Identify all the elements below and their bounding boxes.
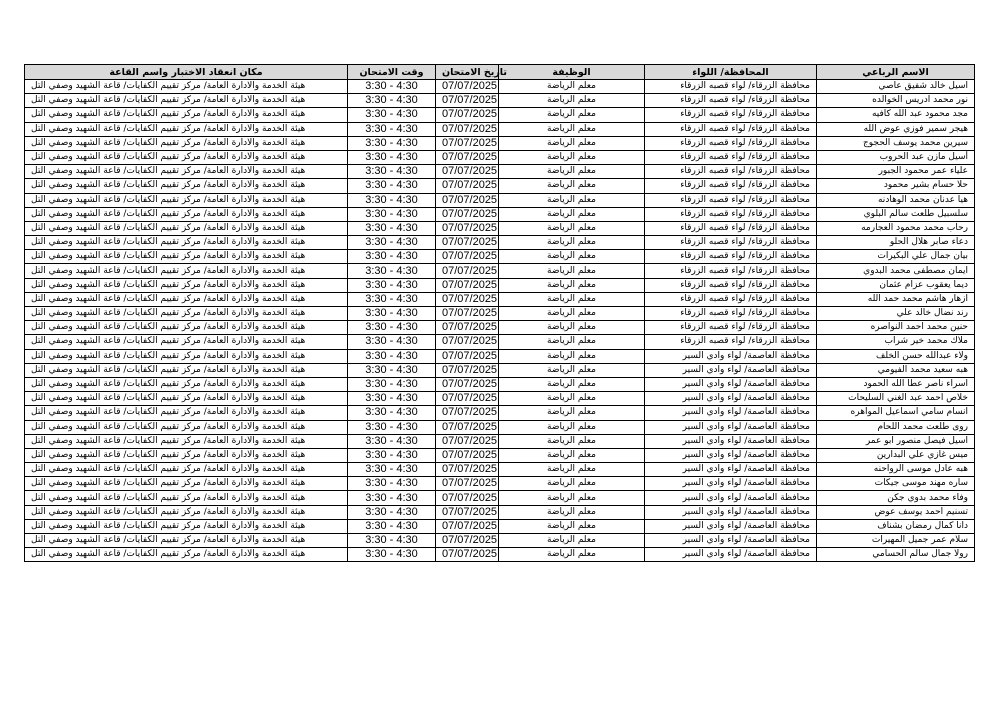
table-row	[25, 292, 975, 306]
cell-governorate: محافظة العاصمة/ لواء وادي السير	[645, 519, 817, 533]
cell-job: معلم الرياضة	[499, 122, 645, 136]
table-row	[25, 548, 975, 562]
table-row	[25, 278, 975, 292]
cell-governorate: محافظة الزرقاء/ لواء قصبه الزرقاء	[645, 193, 817, 207]
cell-name: هيا عدنان محمد الوهادنه	[817, 193, 975, 207]
cell-place: هيئة الخدمة والادارة العامة/ مركز تقييم الكفايات/ قاعة الشهيد وصفي التل	[25, 94, 348, 108]
cell-job: معلم الرياضة	[499, 250, 645, 264]
cell-name: هيجر سمير فوزي عوض الله	[817, 122, 975, 136]
cell-governorate: محافظة العاصمة/ لواء وادي السير	[645, 477, 817, 491]
cell-name: ملاك محمد خير شراب	[817, 335, 975, 349]
table-row	[25, 335, 975, 349]
cell-governorate: محافظة الزرقاء/ لواء قصبه الزرقاء	[645, 335, 817, 349]
cell-time: 3:30 - 4:30	[348, 463, 436, 477]
cell-job: معلم الرياضة	[499, 491, 645, 505]
cell-place: هيئة الخدمة والادارة العامة/ مركز تقييم الكفايات/ قاعة الشهيد وصفي التل	[25, 392, 348, 406]
cell-place: هيئة الخدمة والادارة العامة/ مركز تقييم الكفايات/ قاعة الشهيد وصفي التل	[25, 264, 348, 278]
cell-time: 3:30 - 4:30	[348, 349, 436, 363]
header-row	[25, 65, 975, 80]
table-row	[25, 264, 975, 278]
cell-place: هيئة الخدمة والادارة العامة/ مركز تقييم الكفايات/ قاعة الشهيد وصفي التل	[25, 250, 348, 264]
cell-place: هيئة الخدمة والادارة العامة/ مركز تقييم الكفايات/ قاعة الشهيد وصفي التل	[25, 448, 348, 462]
cell-name: أسيل مازن عبد الحروب	[817, 150, 975, 164]
cell-name: روى طلعت محمد اللحام	[817, 420, 975, 434]
cell-governorate: محافظة العاصمة/ لواء وادي السير	[645, 491, 817, 505]
cell-time: 3:30 - 4:30	[348, 80, 436, 94]
table-row	[25, 108, 975, 122]
cell-job: معلم الرياضة	[499, 193, 645, 207]
cell-place: هيئة الخدمة والادارة العامة/ مركز تقييم الكفايات/ قاعة الشهيد وصفي التل	[25, 307, 348, 321]
cell-time: 3:30 - 4:30	[348, 505, 436, 519]
header-governorate: المحافظة/ اللواء	[645, 65, 817, 80]
cell-job: معلم الرياضة	[499, 94, 645, 108]
table-row	[25, 150, 975, 164]
header-time: وقت الامتحان	[348, 65, 436, 80]
cell-name: سلسبيل طلعت سالم البلوي	[817, 207, 975, 221]
cell-date: 07/07/2025	[436, 463, 499, 477]
cell-name: وفاء محمد بدوي جكن	[817, 491, 975, 505]
cell-time: 3:30 - 4:30	[348, 406, 436, 420]
cell-time: 3:30 - 4:30	[348, 434, 436, 448]
cell-name: ميس غازي علي البدارين	[817, 448, 975, 462]
cell-job: معلم الرياضة	[499, 335, 645, 349]
cell-date: 07/07/2025	[436, 477, 499, 491]
cell-date: 07/07/2025	[436, 236, 499, 250]
cell-date: 07/07/2025	[436, 491, 499, 505]
cell-governorate: محافظة الزرقاء/ لواء قصبه الزرقاء	[645, 94, 817, 108]
cell-governorate: محافظة العاصمة/ لواء وادي السير	[645, 349, 817, 363]
cell-date: 07/07/2025	[436, 292, 499, 306]
cell-name: مجد محمود عبد الله كافيه	[817, 108, 975, 122]
cell-time: 3:30 - 4:30	[348, 150, 436, 164]
cell-date: 07/07/2025	[436, 548, 499, 562]
table-row	[25, 250, 975, 264]
cell-date: 07/07/2025	[436, 434, 499, 448]
table-row	[25, 420, 975, 434]
cell-date: 07/07/2025	[436, 448, 499, 462]
cell-governorate: محافظة الزرقاء/ لواء قصبه الزرقاء	[645, 292, 817, 306]
cell-governorate: محافظة العاصمة/ لواء وادي السير	[645, 505, 817, 519]
cell-governorate: محافظة الزرقاء/ لواء قصبه الزرقاء	[645, 80, 817, 94]
cell-date: 07/07/2025	[436, 349, 499, 363]
cell-time: 3:30 - 4:30	[348, 519, 436, 533]
cell-governorate: محافظة الزرقاء/ لواء قصبه الزرقاء	[645, 122, 817, 136]
cell-job: معلم الرياضة	[499, 221, 645, 235]
cell-place: هيئة الخدمة والادارة العامة/ مركز تقييم الكفايات/ قاعة الشهيد وصفي التل	[25, 477, 348, 491]
cell-governorate: محافظة الزرقاء/ لواء قصبه الزرقاء	[645, 207, 817, 221]
cell-governorate: محافظة الزرقاء/ لواء قصبه الزرقاء	[645, 250, 817, 264]
cell-name: دانا كمال رمضان بشناف	[817, 519, 975, 533]
cell-job: معلم الرياضة	[499, 278, 645, 292]
header-place: مكان انعقاد الاختبار واسم القاعة	[25, 65, 348, 80]
table-row	[25, 321, 975, 335]
cell-place: هيئة الخدمة والادارة العامة/ مركز تقييم الكفايات/ قاعة الشهيد وصفي التل	[25, 236, 348, 250]
cell-name: خلاص احمد عبد الغني السليحات	[817, 392, 975, 406]
cell-time: 3:30 - 4:30	[348, 448, 436, 462]
cell-date: 07/07/2025	[436, 519, 499, 533]
header-date: تاريخ الامتحان	[436, 65, 499, 80]
cell-date: 07/07/2025	[436, 207, 499, 221]
cell-time: 3:30 - 4:30	[348, 250, 436, 264]
cell-time: 3:30 - 4:30	[348, 491, 436, 505]
cell-job: معلم الرياضة	[499, 377, 645, 391]
cell-governorate: محافظة الزرقاء/ لواء قصبه الزرقاء	[645, 221, 817, 235]
cell-time: 3:30 - 4:30	[348, 94, 436, 108]
cell-place: هيئة الخدمة والادارة العامة/ مركز تقييم الكفايات/ قاعة الشهيد وصفي التل	[25, 165, 348, 179]
cell-place: هيئة الخدمة والادارة العامة/ مركز تقييم الكفايات/ قاعة الشهيد وصفي التل	[25, 434, 348, 448]
cell-place: هيئة الخدمة والادارة العامة/ مركز تقييم الكفايات/ قاعة الشهيد وصفي التل	[25, 136, 348, 150]
header-name: الاسم الرباعي	[817, 65, 975, 80]
cell-job: معلم الرياضة	[499, 321, 645, 335]
cell-time: 3:30 - 4:30	[348, 335, 436, 349]
cell-job: معلم الرياضة	[499, 548, 645, 562]
table-row	[25, 477, 975, 491]
table-row	[25, 193, 975, 207]
table-row	[25, 349, 975, 363]
cell-time: 3:30 - 4:30	[348, 534, 436, 548]
cell-time: 3:30 - 4:30	[348, 420, 436, 434]
cell-time: 3:30 - 4:30	[348, 278, 436, 292]
cell-time: 3:30 - 4:30	[348, 548, 436, 562]
cell-place: هيئة الخدمة والادارة العامة/ مركز تقييم الكفايات/ قاعة الشهيد وصفي التل	[25, 221, 348, 235]
cell-date: 07/07/2025	[436, 193, 499, 207]
cell-job: معلم الرياضة	[499, 363, 645, 377]
cell-job: معلم الرياضة	[499, 392, 645, 406]
cell-date: 07/07/2025	[436, 94, 499, 108]
cell-name: اسراء ناصر عطا الله الحمود	[817, 377, 975, 391]
cell-name: سلام عمر جميل المهيرات	[817, 534, 975, 548]
cell-place: هيئة الخدمة والادارة العامة/ مركز تقييم الكفايات/ قاعة الشهيد وصفي التل	[25, 150, 348, 164]
table-row	[25, 165, 975, 179]
table-row	[25, 463, 975, 477]
table-row	[25, 363, 975, 377]
cell-governorate: محافظة الزرقاء/ لواء قصبه الزرقاء	[645, 179, 817, 193]
cell-date: 07/07/2025	[436, 363, 499, 377]
cell-time: 3:30 - 4:30	[348, 264, 436, 278]
cell-governorate: محافظة العاصمة/ لواء وادي السير	[645, 406, 817, 420]
cell-name: اسيل فيصل منصور ابو عمر	[817, 434, 975, 448]
cell-name: علياء عمر محمود الجبور	[817, 165, 975, 179]
cell-governorate: محافظة العاصمة/ لواء وادي السير	[645, 463, 817, 477]
cell-time: 3:30 - 4:30	[348, 292, 436, 306]
cell-time: 3:30 - 4:30	[348, 377, 436, 391]
table-row	[25, 207, 975, 221]
table-row	[25, 221, 975, 235]
cell-time: 3:30 - 4:30	[348, 165, 436, 179]
cell-date: 07/07/2025	[436, 377, 499, 391]
cell-date: 07/07/2025	[436, 264, 499, 278]
cell-date: 07/07/2025	[436, 108, 499, 122]
cell-name: رحاب محمد محمود العجارمه	[817, 221, 975, 235]
cell-name: تسنيم احمد يوسف عوض	[817, 505, 975, 519]
cell-time: 3:30 - 4:30	[348, 307, 436, 321]
cell-place: هيئة الخدمة والادارة العامة/ مركز تقييم الكفايات/ قاعة الشهيد وصفي التل	[25, 377, 348, 391]
cell-job: معلم الرياضة	[499, 150, 645, 164]
table-row	[25, 94, 975, 108]
cell-place: هيئة الخدمة والادارة العامة/ مركز تقييم الكفايات/ قاعة الشهيد وصفي التل	[25, 122, 348, 136]
cell-name: حنين محمد احمد النواصره	[817, 321, 975, 335]
table-row	[25, 179, 975, 193]
cell-name: حلا حسام بشير محمود	[817, 179, 975, 193]
cell-time: 3:30 - 4:30	[348, 207, 436, 221]
cell-job: معلم الرياضة	[499, 179, 645, 193]
cell-job: معلم الرياضة	[499, 307, 645, 321]
cell-job: معلم الرياضة	[499, 264, 645, 278]
table-row	[25, 505, 975, 519]
cell-governorate: محافظة العاصمة/ لواء وادي السير	[645, 377, 817, 391]
table-row	[25, 448, 975, 462]
cell-name: ولاء عبدالله حسن الخلف	[817, 349, 975, 363]
cell-place: هيئة الخدمة والادارة العامة/ مركز تقييم الكفايات/ قاعة الشهيد وصفي التل	[25, 108, 348, 122]
cell-date: 07/07/2025	[436, 136, 499, 150]
cell-date: 07/07/2025	[436, 534, 499, 548]
cell-job: معلم الرياضة	[499, 108, 645, 122]
cell-governorate: محافظة العاصمة/ لواء وادي السير	[645, 363, 817, 377]
cell-name: هبه عادل موسى الرواحنه	[817, 463, 975, 477]
cell-name: ايمان مصطفى محمد البدوي	[817, 264, 975, 278]
cell-date: 07/07/2025	[436, 80, 499, 94]
cell-time: 3:30 - 4:30	[348, 179, 436, 193]
table-row	[25, 307, 975, 321]
cell-name: رند نضال خالد علي	[817, 307, 975, 321]
cell-governorate: محافظة الزرقاء/ لواء قصبه الزرقاء	[645, 307, 817, 321]
cell-job: معلم الرياضة	[499, 236, 645, 250]
table-row	[25, 534, 975, 548]
table-row	[25, 377, 975, 391]
exam-schedule-table	[24, 64, 975, 562]
cell-governorate: محافظة العاصمة/ لواء وادي السير	[645, 448, 817, 462]
cell-date: 07/07/2025	[436, 420, 499, 434]
cell-place: هيئة الخدمة والادارة العامة/ مركز تقييم الكفايات/ قاعة الشهيد وصفي التل	[25, 292, 348, 306]
cell-date: 07/07/2025	[436, 122, 499, 136]
table-row	[25, 392, 975, 406]
cell-job: معلم الرياضة	[499, 80, 645, 94]
cell-date: 07/07/2025	[436, 392, 499, 406]
cell-governorate: محافظة الزرقاء/ لواء قصبه الزرقاء	[645, 150, 817, 164]
cell-time: 3:30 - 4:30	[348, 321, 436, 335]
cell-date: 07/07/2025	[436, 165, 499, 179]
cell-place: هيئة الخدمة والادارة العامة/ مركز تقييم الكفايات/ قاعة الشهيد وصفي التل	[25, 420, 348, 434]
cell-job: معلم الرياضة	[499, 505, 645, 519]
cell-place: هيئة الخدمة والادارة العامة/ مركز تقييم الكفايات/ قاعة الشهيد وصفي التل	[25, 363, 348, 377]
cell-date: 07/07/2025	[436, 505, 499, 519]
cell-job: معلم الرياضة	[499, 420, 645, 434]
cell-place: هيئة الخدمة والادارة العامة/ مركز تقييم الكفايات/ قاعة الشهيد وصفي التل	[25, 80, 348, 94]
cell-governorate: محافظة العاصمة/ لواء وادي السير	[645, 434, 817, 448]
cell-governorate: محافظة الزرقاء/ لواء قصبه الزرقاء	[645, 236, 817, 250]
table-row	[25, 236, 975, 250]
cell-job: معلم الرياضة	[499, 292, 645, 306]
cell-governorate: محافظة الزرقاء/ لواء قصبه الزرقاء	[645, 278, 817, 292]
cell-place: هيئة الخدمة والادارة العامة/ مركز تقييم الكفايات/ قاعة الشهيد وصفي التل	[25, 335, 348, 349]
cell-job: معلم الرياضة	[499, 136, 645, 150]
cell-time: 3:30 - 4:30	[348, 221, 436, 235]
table-row	[25, 80, 975, 94]
cell-date: 07/07/2025	[436, 335, 499, 349]
cell-date: 07/07/2025	[436, 250, 499, 264]
cell-governorate: محافظة الزرقاء/ لواء قصبه الزرقاء	[645, 165, 817, 179]
cell-job: معلم الرياضة	[499, 434, 645, 448]
cell-name: دعاء صابر هلال الحلو	[817, 236, 975, 250]
table-row	[25, 406, 975, 420]
cell-place: هيئة الخدمة والادارة العامة/ مركز تقييم الكفايات/ قاعة الشهيد وصفي التل	[25, 463, 348, 477]
cell-governorate: محافظة الزرقاء/ لواء قصبه الزرقاء	[645, 321, 817, 335]
cell-date: 07/07/2025	[436, 221, 499, 235]
cell-place: هيئة الخدمة والادارة العامة/ مركز تقييم الكفايات/ قاعة الشهيد وصفي التل	[25, 193, 348, 207]
cell-name: سيرين محمد يوسف الحجوج	[817, 136, 975, 150]
cell-place: هيئة الخدمة والادارة العامة/ مركز تقييم الكفايات/ قاعة الشهيد وصفي التل	[25, 349, 348, 363]
cell-date: 07/07/2025	[436, 278, 499, 292]
cell-governorate: محافظة الزرقاء/ لواء قصبه الزرقاء	[645, 108, 817, 122]
cell-job: معلم الرياضة	[499, 165, 645, 179]
cell-date: 07/07/2025	[436, 179, 499, 193]
cell-name: ساره مهند موسى جيكات	[817, 477, 975, 491]
cell-job: معلم الرياضة	[499, 406, 645, 420]
cell-place: هيئة الخدمة والادارة العامة/ مركز تقييم الكفايات/ قاعة الشهيد وصفي التل	[25, 321, 348, 335]
cell-job: معلم الرياضة	[499, 477, 645, 491]
cell-date: 07/07/2025	[436, 150, 499, 164]
table-row	[25, 491, 975, 505]
cell-name: نور محمد ادريس الخوالده	[817, 94, 975, 108]
cell-name: ازهار هاشم محمد حمد الله	[817, 292, 975, 306]
cell-date: 07/07/2025	[436, 307, 499, 321]
cell-place: هيئة الخدمة والادارة العامة/ مركز تقييم الكفايات/ قاعة الشهيد وصفي التل	[25, 179, 348, 193]
cell-job: معلم الرياضة	[499, 448, 645, 462]
cell-name: ديما يعقوب عزام عثمان	[817, 278, 975, 292]
cell-time: 3:30 - 4:30	[348, 122, 436, 136]
cell-name: رولا جمال سالم الحسامي	[817, 548, 975, 562]
cell-governorate: محافظة الزرقاء/ لواء قصبه الزرقاء	[645, 264, 817, 278]
cell-place: هيئة الخدمة والادارة العامة/ مركز تقييم الكفايات/ قاعة الشهيد وصفي التل	[25, 534, 348, 548]
cell-governorate: محافظة العاصمة/ لواء وادي السير	[645, 392, 817, 406]
cell-place: هيئة الخدمة والادارة العامة/ مركز تقييم الكفايات/ قاعة الشهيد وصفي التل	[25, 278, 348, 292]
cell-name: بيان جمال علي البكيرات	[817, 250, 975, 264]
cell-name: اسيل خالد شفيق عاصي	[817, 80, 975, 94]
header-job: الوظيفة	[499, 65, 645, 80]
cell-governorate: محافظة العاصمة/ لواء وادي السير	[645, 534, 817, 548]
cell-time: 3:30 - 4:30	[348, 108, 436, 122]
cell-time: 3:30 - 4:30	[348, 236, 436, 250]
cell-governorate: محافظة العاصمة/ لواء وادي السير	[645, 548, 817, 562]
cell-place: هيئة الخدمة والادارة العامة/ مركز تقييم الكفايات/ قاعة الشهيد وصفي التل	[25, 491, 348, 505]
cell-place: هيئة الخدمة والادارة العامة/ مركز تقييم الكفايات/ قاعة الشهيد وصفي التل	[25, 406, 348, 420]
cell-date: 07/07/2025	[436, 406, 499, 420]
cell-time: 3:30 - 4:30	[348, 392, 436, 406]
cell-time: 3:30 - 4:30	[348, 363, 436, 377]
table-row	[25, 519, 975, 533]
cell-job: معلم الرياضة	[499, 349, 645, 363]
cell-time: 3:30 - 4:30	[348, 136, 436, 150]
cell-governorate: محافظة الزرقاء/ لواء قصبه الزرقاء	[645, 136, 817, 150]
cell-place: هيئة الخدمة والادارة العامة/ مركز تقييم الكفايات/ قاعة الشهيد وصفي التل	[25, 207, 348, 221]
cell-job: معلم الرياضة	[499, 463, 645, 477]
table-row	[25, 136, 975, 150]
cell-job: معلم الرياضة	[499, 207, 645, 221]
cell-time: 3:30 - 4:30	[348, 193, 436, 207]
cell-job: معلم الرياضة	[499, 534, 645, 548]
cell-place: هيئة الخدمة والادارة العامة/ مركز تقييم الكفايات/ قاعة الشهيد وصفي التل	[25, 505, 348, 519]
cell-job: معلم الرياضة	[499, 519, 645, 533]
cell-name: انسام سامي اسماعيل المواهره	[817, 406, 975, 420]
cell-date: 07/07/2025	[436, 321, 499, 335]
cell-place: هيئة الخدمة والادارة العامة/ مركز تقييم الكفايات/ قاعة الشهيد وصفي التل	[25, 548, 348, 562]
table-row	[25, 122, 975, 136]
cell-governorate: محافظة العاصمة/ لواء وادي السير	[645, 420, 817, 434]
table-row	[25, 434, 975, 448]
cell-place: هيئة الخدمة والادارة العامة/ مركز تقييم الكفايات/ قاعة الشهيد وصفي التل	[25, 519, 348, 533]
cell-name: هبه سعيد محمد الفيومي	[817, 363, 975, 377]
cell-time: 3:30 - 4:30	[348, 477, 436, 491]
